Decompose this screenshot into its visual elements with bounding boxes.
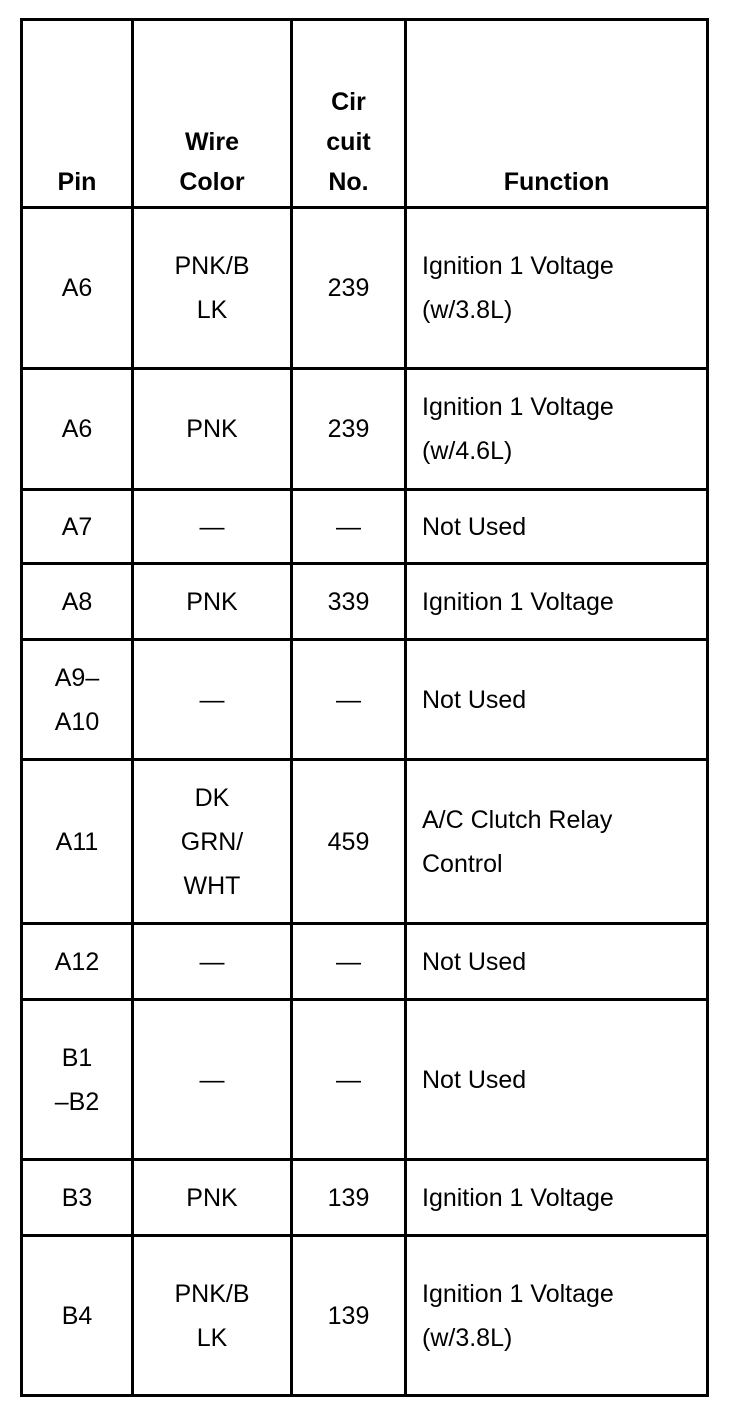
wire-color-cell: PNK/B LK xyxy=(133,1236,292,1396)
pin-cell: B4 xyxy=(22,1236,133,1396)
table-row xyxy=(22,760,708,924)
pin-cell: A12 xyxy=(22,924,133,1000)
circuit-no-cell: — xyxy=(292,1000,406,1160)
table-row xyxy=(22,924,708,1000)
header-function: Function xyxy=(406,20,708,208)
table-row xyxy=(22,640,708,760)
function-cell: Not Used xyxy=(406,490,708,564)
table-row xyxy=(22,1236,708,1396)
table-row xyxy=(22,208,708,369)
wire-color-cell: PNK/B LK xyxy=(133,208,292,369)
header-wire-color: Wire Color xyxy=(133,20,292,208)
circuit-no-cell: 239 xyxy=(292,208,406,369)
wire-color-cell: PNK xyxy=(133,564,292,640)
table-row xyxy=(22,564,708,640)
circuit-no-cell: — xyxy=(292,490,406,564)
table-row xyxy=(22,1160,708,1236)
wire-color-cell: — xyxy=(133,640,292,760)
function-cell: Not Used xyxy=(406,924,708,1000)
header-pin: Pin xyxy=(22,20,133,208)
function-cell: Ignition 1 Voltage (w/3.8L) xyxy=(406,208,708,369)
pin-cell: A6 xyxy=(22,369,133,490)
pin-cell: A11 xyxy=(22,760,133,924)
wire-color-cell: — xyxy=(133,1000,292,1160)
pin-cell: A8 xyxy=(22,564,133,640)
circuit-no-cell: 139 xyxy=(292,1160,406,1236)
wire-color-cell: — xyxy=(133,490,292,564)
wire-color-cell: PNK xyxy=(133,369,292,490)
function-cell: Not Used xyxy=(406,1000,708,1160)
header-circuit-no: Cir cuit No. xyxy=(292,20,406,208)
circuit-no-cell: — xyxy=(292,924,406,1000)
function-cell: Ignition 1 Voltage xyxy=(406,1160,708,1236)
function-cell: Ignition 1 Voltage (w/4.6L) xyxy=(406,369,708,490)
table-header-row xyxy=(22,20,708,208)
table-row xyxy=(22,1000,708,1160)
circuit-no-cell: 459 xyxy=(292,760,406,924)
circuit-no-cell: 239 xyxy=(292,369,406,490)
wire-color-cell: DK GRN/ WHT xyxy=(133,760,292,924)
circuit-no-cell: — xyxy=(292,640,406,760)
pinout-table xyxy=(20,18,709,1397)
table-row xyxy=(22,369,708,490)
wire-color-cell: — xyxy=(133,924,292,1000)
function-cell: Not Used xyxy=(406,640,708,760)
pin-cell: B3 xyxy=(22,1160,133,1236)
circuit-no-cell: 339 xyxy=(292,564,406,640)
wire-color-cell: PNK xyxy=(133,1160,292,1236)
pin-cell: A6 xyxy=(22,208,133,369)
pin-cell: A9– A10 xyxy=(22,640,133,760)
function-cell: A/C Clutch Relay Control xyxy=(406,760,708,924)
pin-cell: B1 –B2 xyxy=(22,1000,133,1160)
table-row xyxy=(22,490,708,564)
function-cell: Ignition 1 Voltage xyxy=(406,564,708,640)
circuit-no-cell: 139 xyxy=(292,1236,406,1396)
function-cell: Ignition 1 Voltage (w/3.8L) xyxy=(406,1236,708,1396)
pin-cell: A7 xyxy=(22,490,133,564)
